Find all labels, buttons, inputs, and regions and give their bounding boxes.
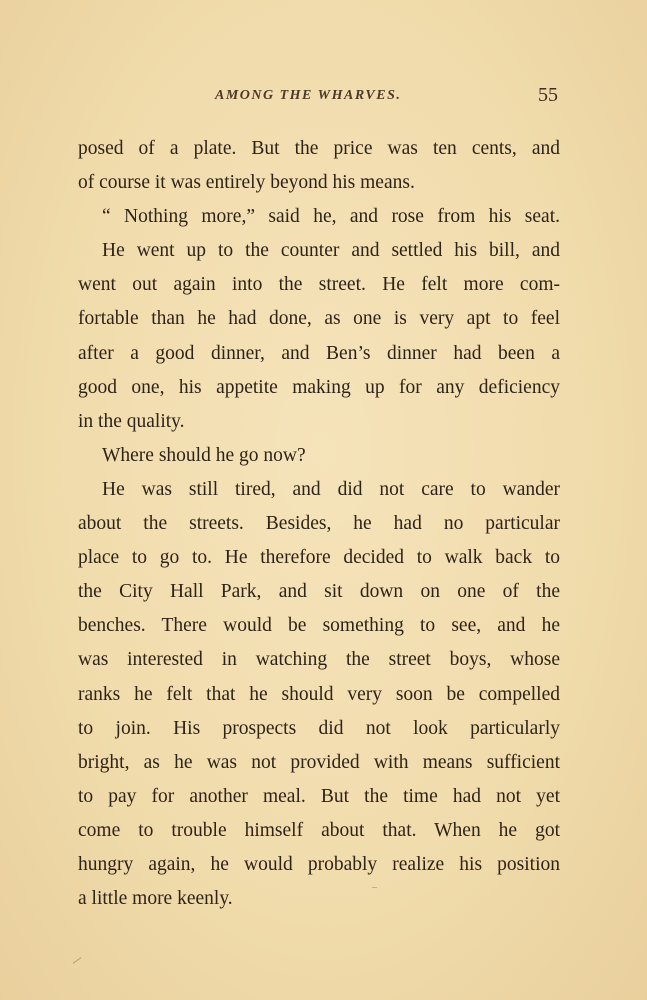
running-head-title: AMONG THE WHARVES. bbox=[215, 88, 402, 103]
text-line: place to go to. He therefore decided to walk back to bbox=[78, 547, 560, 569]
text-line: to pay for another meal. But the time had not yet bbox=[78, 785, 560, 807]
text-line: “ Nothing more,” said he, and rose from his seat. bbox=[102, 206, 560, 228]
text-line: benches. There would be something to see, and he bbox=[78, 615, 560, 637]
text-line: of course it was entirely beyond his means. bbox=[78, 172, 415, 194]
page-number: 55 bbox=[538, 84, 558, 106]
text-line: good one, his appetite making up for any deficiency bbox=[78, 376, 560, 398]
text-line: He went up to the counter and settled his bill, and bbox=[102, 240, 560, 262]
text-line: after a good dinner, and Ben’s dinner had been a bbox=[78, 342, 560, 364]
pencil-mark bbox=[73, 957, 82, 964]
text-line: the City Hall Park, and sit down on one of the bbox=[78, 581, 560, 603]
body-text bbox=[78, 132, 560, 916]
text-line: bright, as he was not provided with means sufficient bbox=[78, 751, 560, 773]
text-line: went out again into the street. He felt more com- bbox=[78, 274, 560, 296]
text-line: He was still tired, and did not care to wander bbox=[102, 478, 560, 500]
text-line: about the streets. Besides, he had no particular bbox=[78, 513, 560, 535]
text-line: was interested in watching the street boys, whose bbox=[78, 649, 560, 671]
text-line: in the quality. bbox=[78, 410, 185, 432]
text-line: ranks he felt that he should very soon be compelled bbox=[78, 683, 560, 705]
text-line: hungry again, he would probably realize his position bbox=[78, 853, 560, 875]
paper-speck bbox=[372, 887, 377, 888]
text-line: to join. His prospects did not look particularly bbox=[78, 717, 560, 739]
text-line: fortable than he had done, as one is very apt to feel bbox=[78, 308, 560, 330]
text-line: posed of a plate. But the price was ten cents, and bbox=[78, 138, 560, 159]
text-line: come to trouble himself about that. When he got bbox=[78, 819, 560, 841]
text-line: a little more keenly. bbox=[78, 888, 233, 910]
text-line: Where should he go now? bbox=[102, 444, 306, 466]
